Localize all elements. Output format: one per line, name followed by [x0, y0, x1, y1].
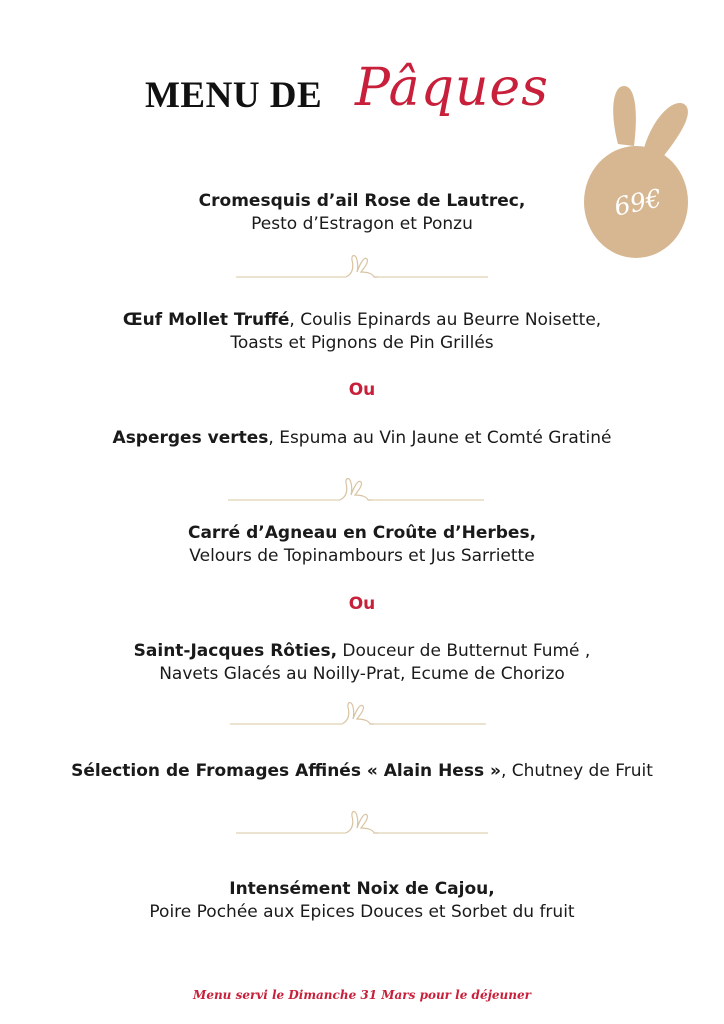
course-4-desc: Velours de Topinambours et Jus Sarriette	[189, 546, 535, 566]
bunny-line-icon	[0, 806, 724, 840]
course-2-desc-2: Toasts et Pignons de Pin Grillés	[230, 333, 494, 353]
course-3-desc: , Espuma au Vin Jaune et Comté Gratiné	[268, 428, 612, 448]
course-7	[0, 878, 724, 924]
course-6-title: Sélection de Fromages Affinés « Alain Hess »	[71, 761, 501, 781]
title-script: Pâques	[355, 58, 549, 118]
course-6-desc: , Chutney de Fruit	[500, 761, 653, 781]
course-5-desc-1: Douceur de Butternut Fumé ,	[337, 641, 591, 661]
course-5	[0, 640, 724, 686]
course-2-title: Œuf Mollet Truffé	[122, 310, 290, 330]
footer-note: Menu servi le Dimanche 31 Mars pour le déjeuner	[193, 988, 531, 1002]
course-7-desc: Poire Pochée aux Epices Douces et Sorbet du fruit	[149, 902, 575, 922]
course-4-title: Carré d’Agneau en Croûte d’Herbes,	[187, 523, 537, 543]
course-3	[0, 427, 724, 450]
course-1-desc: Pesto d’Estragon et Ponzu	[251, 214, 473, 234]
course-7-title: Intensément Noix de Cajou,	[229, 879, 495, 899]
course-3-title: Asperges vertes	[112, 428, 269, 448]
bunny-line-icon	[0, 250, 724, 284]
course-4	[0, 522, 724, 568]
course-6	[0, 760, 724, 783]
bunny-line-icon	[0, 697, 724, 731]
course-2	[0, 309, 724, 355]
course-1-title: Cromesquis d’ail Rose de Lautrec,	[198, 191, 526, 211]
course-2-desc-1: , Coulis Epinards au Beurre Noisette,	[289, 310, 602, 330]
course-5-title: Saint-Jacques Rôties,	[133, 641, 338, 661]
course-1	[0, 190, 724, 236]
bunny-line-icon	[0, 473, 724, 507]
title-main: MENU DE	[145, 75, 323, 116]
or-separator-2: Ou	[348, 594, 376, 614]
course-5-desc-2: Navets Glacés au Noilly-Prat, Ecume de Chorizo	[159, 664, 565, 684]
price-label: 69€	[611, 183, 665, 222]
or-separator-1: Ou	[348, 380, 376, 400]
